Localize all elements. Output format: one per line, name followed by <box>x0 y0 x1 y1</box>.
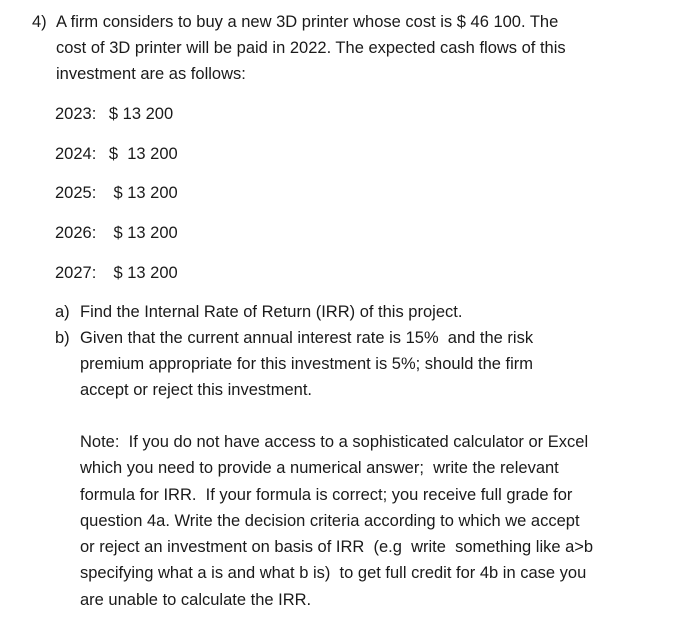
cash-flow-amount: $ 13 200 <box>108 145 178 163</box>
cash-flow-amount: $ 13 200 <box>108 224 178 242</box>
note-line: or reject an investment on basis of IRR (e.g write something like a>b <box>80 538 594 557</box>
cash-flow-year: 2025: <box>55 184 97 202</box>
note-line: question 4a. Write the decision criteria according to which we accept <box>80 511 580 530</box>
note-line: are unable to calculate the IRR. <box>80 590 312 609</box>
sub-question-a <box>55 299 655 325</box>
note-line: formula for IRR. If your formula is correct; you receive full grade for <box>80 485 573 504</box>
cash-flow-year: 2023: <box>55 105 97 123</box>
sub-question-text <box>80 325 640 403</box>
sub-question-line: Given that the current annual interest rate is 15% and the risk <box>80 329 534 347</box>
sub-question-line: premium appropriate for this investment is 5%; should the firm <box>80 355 534 373</box>
intro-line: A firm considers to buy a new 3D printer whose cost is $ 46 100. The <box>56 13 559 31</box>
question-intro <box>56 9 656 87</box>
cash-flow-year: 2026: <box>55 224 97 242</box>
cash-flow-row <box>55 260 178 286</box>
intro-line: cost of 3D printer will be paid in 2022. The expected cash flows of this <box>56 39 566 57</box>
note-line: Note: If you do not have access to a sophisticated calculator or Excel <box>80 433 589 451</box>
cash-flow-year: 2027: <box>55 264 97 282</box>
sub-question-letter: b) <box>55 329 70 347</box>
note-line: specifying what a is and what b is) to get full credit for 4b in case you <box>80 564 587 583</box>
cash-flow-row <box>55 101 173 127</box>
sub-question-line: accept or reject this investment. <box>80 381 313 399</box>
sub-question-letter: a) <box>55 303 70 321</box>
sub-question-text <box>80 299 640 325</box>
note-line: which you need to provide a numerical answer; write the relevant <box>80 459 559 478</box>
note-paragraph <box>80 429 640 613</box>
cash-flow-row <box>55 220 178 246</box>
sub-question-b <box>55 325 655 405</box>
cash-flow-amount: $ 13 200 <box>108 264 178 282</box>
cash-flow-amount: $ 13 200 <box>108 184 178 202</box>
cash-flow-row <box>55 180 178 206</box>
sub-question-line: Find the Internal Rate of Return (IRR) of this project. <box>80 303 463 321</box>
cash-flow-row <box>55 141 178 167</box>
intro-line: investment are as follows: <box>56 65 246 83</box>
cash-flow-year: 2024: <box>55 145 97 163</box>
question-number: 4) <box>32 13 47 31</box>
cash-flow-amount: $ 13 200 <box>108 105 174 123</box>
